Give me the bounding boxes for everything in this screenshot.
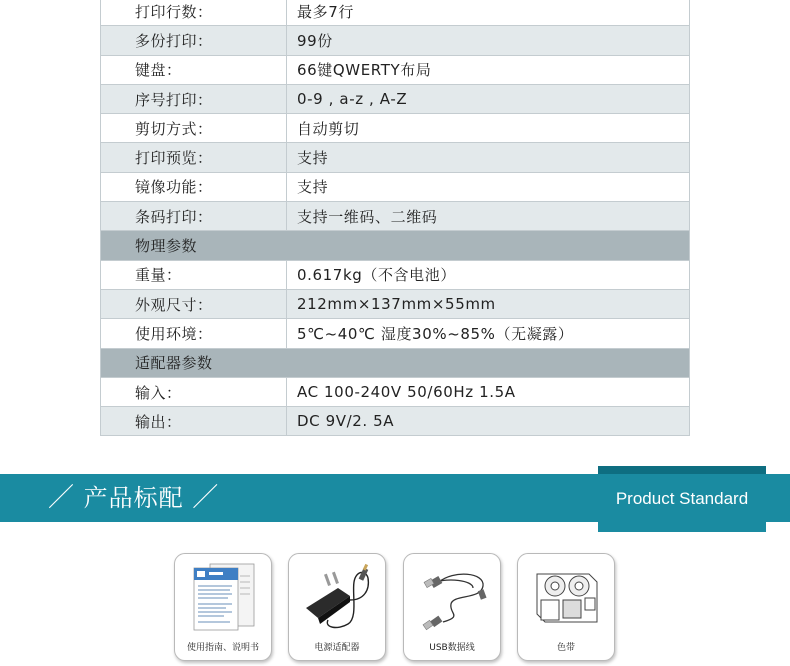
spec-row bbox=[101, 172, 690, 201]
spec-value: DC 9V/2. 5A bbox=[287, 407, 690, 436]
spec-label: 序号打印： bbox=[101, 84, 287, 113]
section-title: 适配器参数 bbox=[101, 348, 690, 377]
spec-label: 条码打印： bbox=[101, 202, 287, 231]
section-header-row bbox=[101, 231, 690, 260]
spec-label: 镜像功能： bbox=[101, 172, 287, 201]
spec-row bbox=[101, 26, 690, 55]
spec-value: 最多7行 bbox=[287, 0, 690, 26]
spec-label: 打印行数： bbox=[101, 0, 287, 26]
spec-value: 212mm×137mm×55mm bbox=[287, 289, 690, 318]
usb-cable-icon bbox=[413, 560, 493, 638]
accessory-card-adapter bbox=[288, 553, 386, 661]
section-title: 物理参数 bbox=[101, 231, 690, 260]
slash-left-icon: ／ bbox=[48, 483, 76, 513]
spec-value: 支持一维码、二维码 bbox=[287, 202, 690, 231]
spec-value: 支持 bbox=[287, 172, 690, 201]
slash-right-icon: ／ bbox=[192, 483, 220, 513]
spec-value: 99份 bbox=[287, 26, 690, 55]
banner-title-text: 产品标配 bbox=[83, 484, 184, 512]
spec-label: 打印预览： bbox=[101, 143, 287, 172]
spec-table bbox=[100, 0, 690, 436]
spec-label: 输入： bbox=[101, 377, 287, 406]
spec-row bbox=[101, 114, 690, 143]
spec-value: 5℃~40℃ 湿度30%~85%（无凝露） bbox=[287, 319, 690, 348]
accessory-label: 色带 bbox=[556, 643, 575, 653]
spec-label: 重量： bbox=[101, 260, 287, 289]
ribbon-cartridge-icon bbox=[527, 560, 607, 638]
spec-row bbox=[101, 319, 690, 348]
accessory-label: 使用指南、说明书 bbox=[186, 643, 259, 653]
spec-row bbox=[101, 55, 690, 84]
manual-icon bbox=[184, 560, 264, 638]
banner-fold bbox=[598, 466, 766, 474]
accessory-card-usb bbox=[403, 553, 501, 661]
power-adapter-icon bbox=[298, 560, 378, 638]
accessory-label: USB数据线 bbox=[429, 643, 475, 653]
accessory-card-manual bbox=[174, 553, 272, 661]
spec-value: AC 100-240V 50/60Hz 1.5A bbox=[287, 377, 690, 406]
spec-label: 输出： bbox=[101, 407, 287, 436]
spec-label: 剪切方式： bbox=[101, 114, 287, 143]
spec-value: 支持 bbox=[287, 143, 690, 172]
spec-value: 0.617kg（不含电池） bbox=[287, 260, 690, 289]
accessory-card-ribbon bbox=[517, 553, 615, 661]
spec-row bbox=[101, 202, 690, 231]
spec-row bbox=[101, 84, 690, 113]
spec-value: 66键QWERTY布局 bbox=[287, 55, 690, 84]
spec-label: 键盘： bbox=[101, 55, 287, 84]
spec-label: 外观尺寸： bbox=[101, 289, 287, 318]
banner-subtitle: Product Standard bbox=[598, 466, 766, 532]
spec-row bbox=[101, 377, 690, 406]
spec-row bbox=[101, 143, 690, 172]
spec-value: 自动剪切 bbox=[287, 114, 690, 143]
section-header-row bbox=[101, 348, 690, 377]
banner-title bbox=[48, 474, 219, 522]
accessory-label: 电源适配器 bbox=[314, 643, 360, 653]
spec-value: 0-9 , a-z , A-Z bbox=[287, 84, 690, 113]
spec-row bbox=[101, 407, 690, 436]
spec-row bbox=[101, 289, 690, 318]
spec-row bbox=[101, 260, 690, 289]
spec-label: 多份打印： bbox=[101, 26, 287, 55]
spec-row bbox=[101, 0, 690, 26]
spec-label: 使用环境： bbox=[101, 319, 287, 348]
